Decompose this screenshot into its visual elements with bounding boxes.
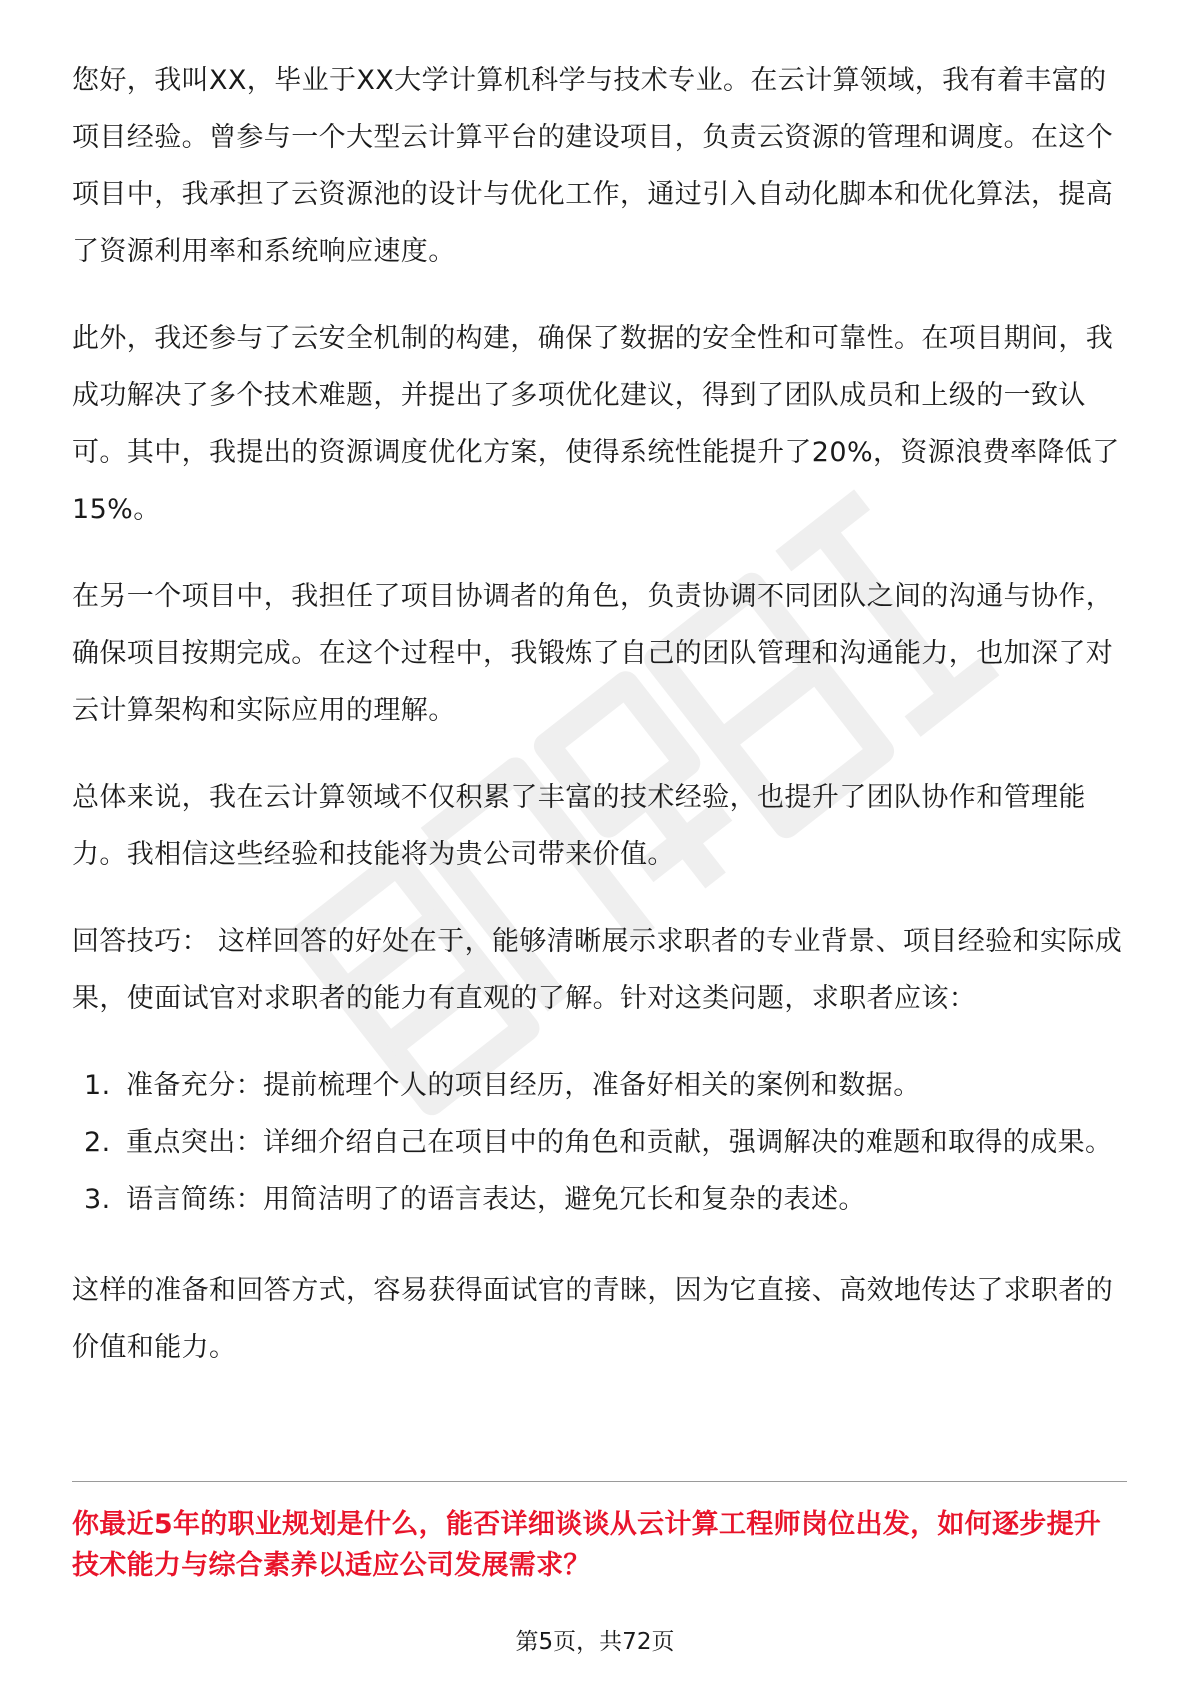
paragraph-closing: 这样的准备和回答方式，容易获得面试官的青睐，因为它直接、高效地传达了求职者的价值和能力。 xyxy=(72,1275,1114,1363)
tips-list xyxy=(72,1057,1127,1228)
list-item-number: 3. xyxy=(84,1184,111,1215)
paragraph-answer-tips: 回答技巧： 这样回答的好处在于，能够清晰展示求职者的专业背景、项目经验和实际成果，使面试官对求职者的能力有直观的了解。针对这类问题，求职者应该： xyxy=(72,926,1123,1014)
page-number: 第5页，共72页 xyxy=(515,1629,675,1655)
list-item-text: 重点突出：详细介绍自己在项目中的角色和贡献，强调解决的难题和取得的成果。 xyxy=(126,1127,1113,1158)
list-item xyxy=(72,1114,1127,1171)
list-item-number: 1. xyxy=(84,1070,111,1101)
next-question-heading: 你最近5年的职业规划是什么，能否详细谈谈从云计算工程师岗位出发，如何逐步提升技术能力与综合素养以适应公司发展需求？ xyxy=(72,1509,1102,1581)
list-item-number: 2. xyxy=(84,1127,111,1158)
main-content xyxy=(72,52,1127,1376)
paragraph-summary: 总体来说，我在云计算领域不仅积累了丰富的技术经验，也提升了团队协作和管理能力。我相信这些经验和技能将为贵公司带来价值。 xyxy=(72,782,1086,870)
list-item-text: 语言简练：用简洁明了的语言表达，避免冗长和复杂的表述。 xyxy=(126,1184,866,1215)
paragraph-coordination: 在另一个项目中，我担任了项目协调者的角色，负责协调不同团队之间的沟通与协作，确保项目按期完成。在这个过程中，我锻炼了自己的团队管理和沟通能力，也加深了对云计算架构和实际应用的理解。 xyxy=(72,581,1114,726)
list-item xyxy=(72,1171,1127,1228)
section-divider xyxy=(72,1481,1127,1482)
list-item-text: 准备充分：提前梳理个人的项目经历，准备好相关的案例和数据。 xyxy=(126,1070,921,1101)
list-item xyxy=(72,1057,1127,1114)
paragraph-intro: 您好，我叫XX，毕业于XX大学计算机科学与技术专业。在云计算领域，我有着丰富的项目经验。曾参与一个大型云计算平台的建设项目，负责云资源的管理和调度。在这个项目中，我承担了云资源池的设计与优化工作，通过引入自动化脚本和优化算法，提高了资源利用率和系统响应速度。 xyxy=(72,65,1114,267)
paragraph-security: 此外，我还参与了云安全机制的构建，确保了数据的安全性和可靠性。在项目期间，我成功解决了多个技术难题，并提出了多项优化建议，得到了团队成员和上级的一致认可。其中，我提出的资源调度优化方案，使得系统性能提升了20%，资源浪费率降低了15%。 xyxy=(72,323,1120,525)
